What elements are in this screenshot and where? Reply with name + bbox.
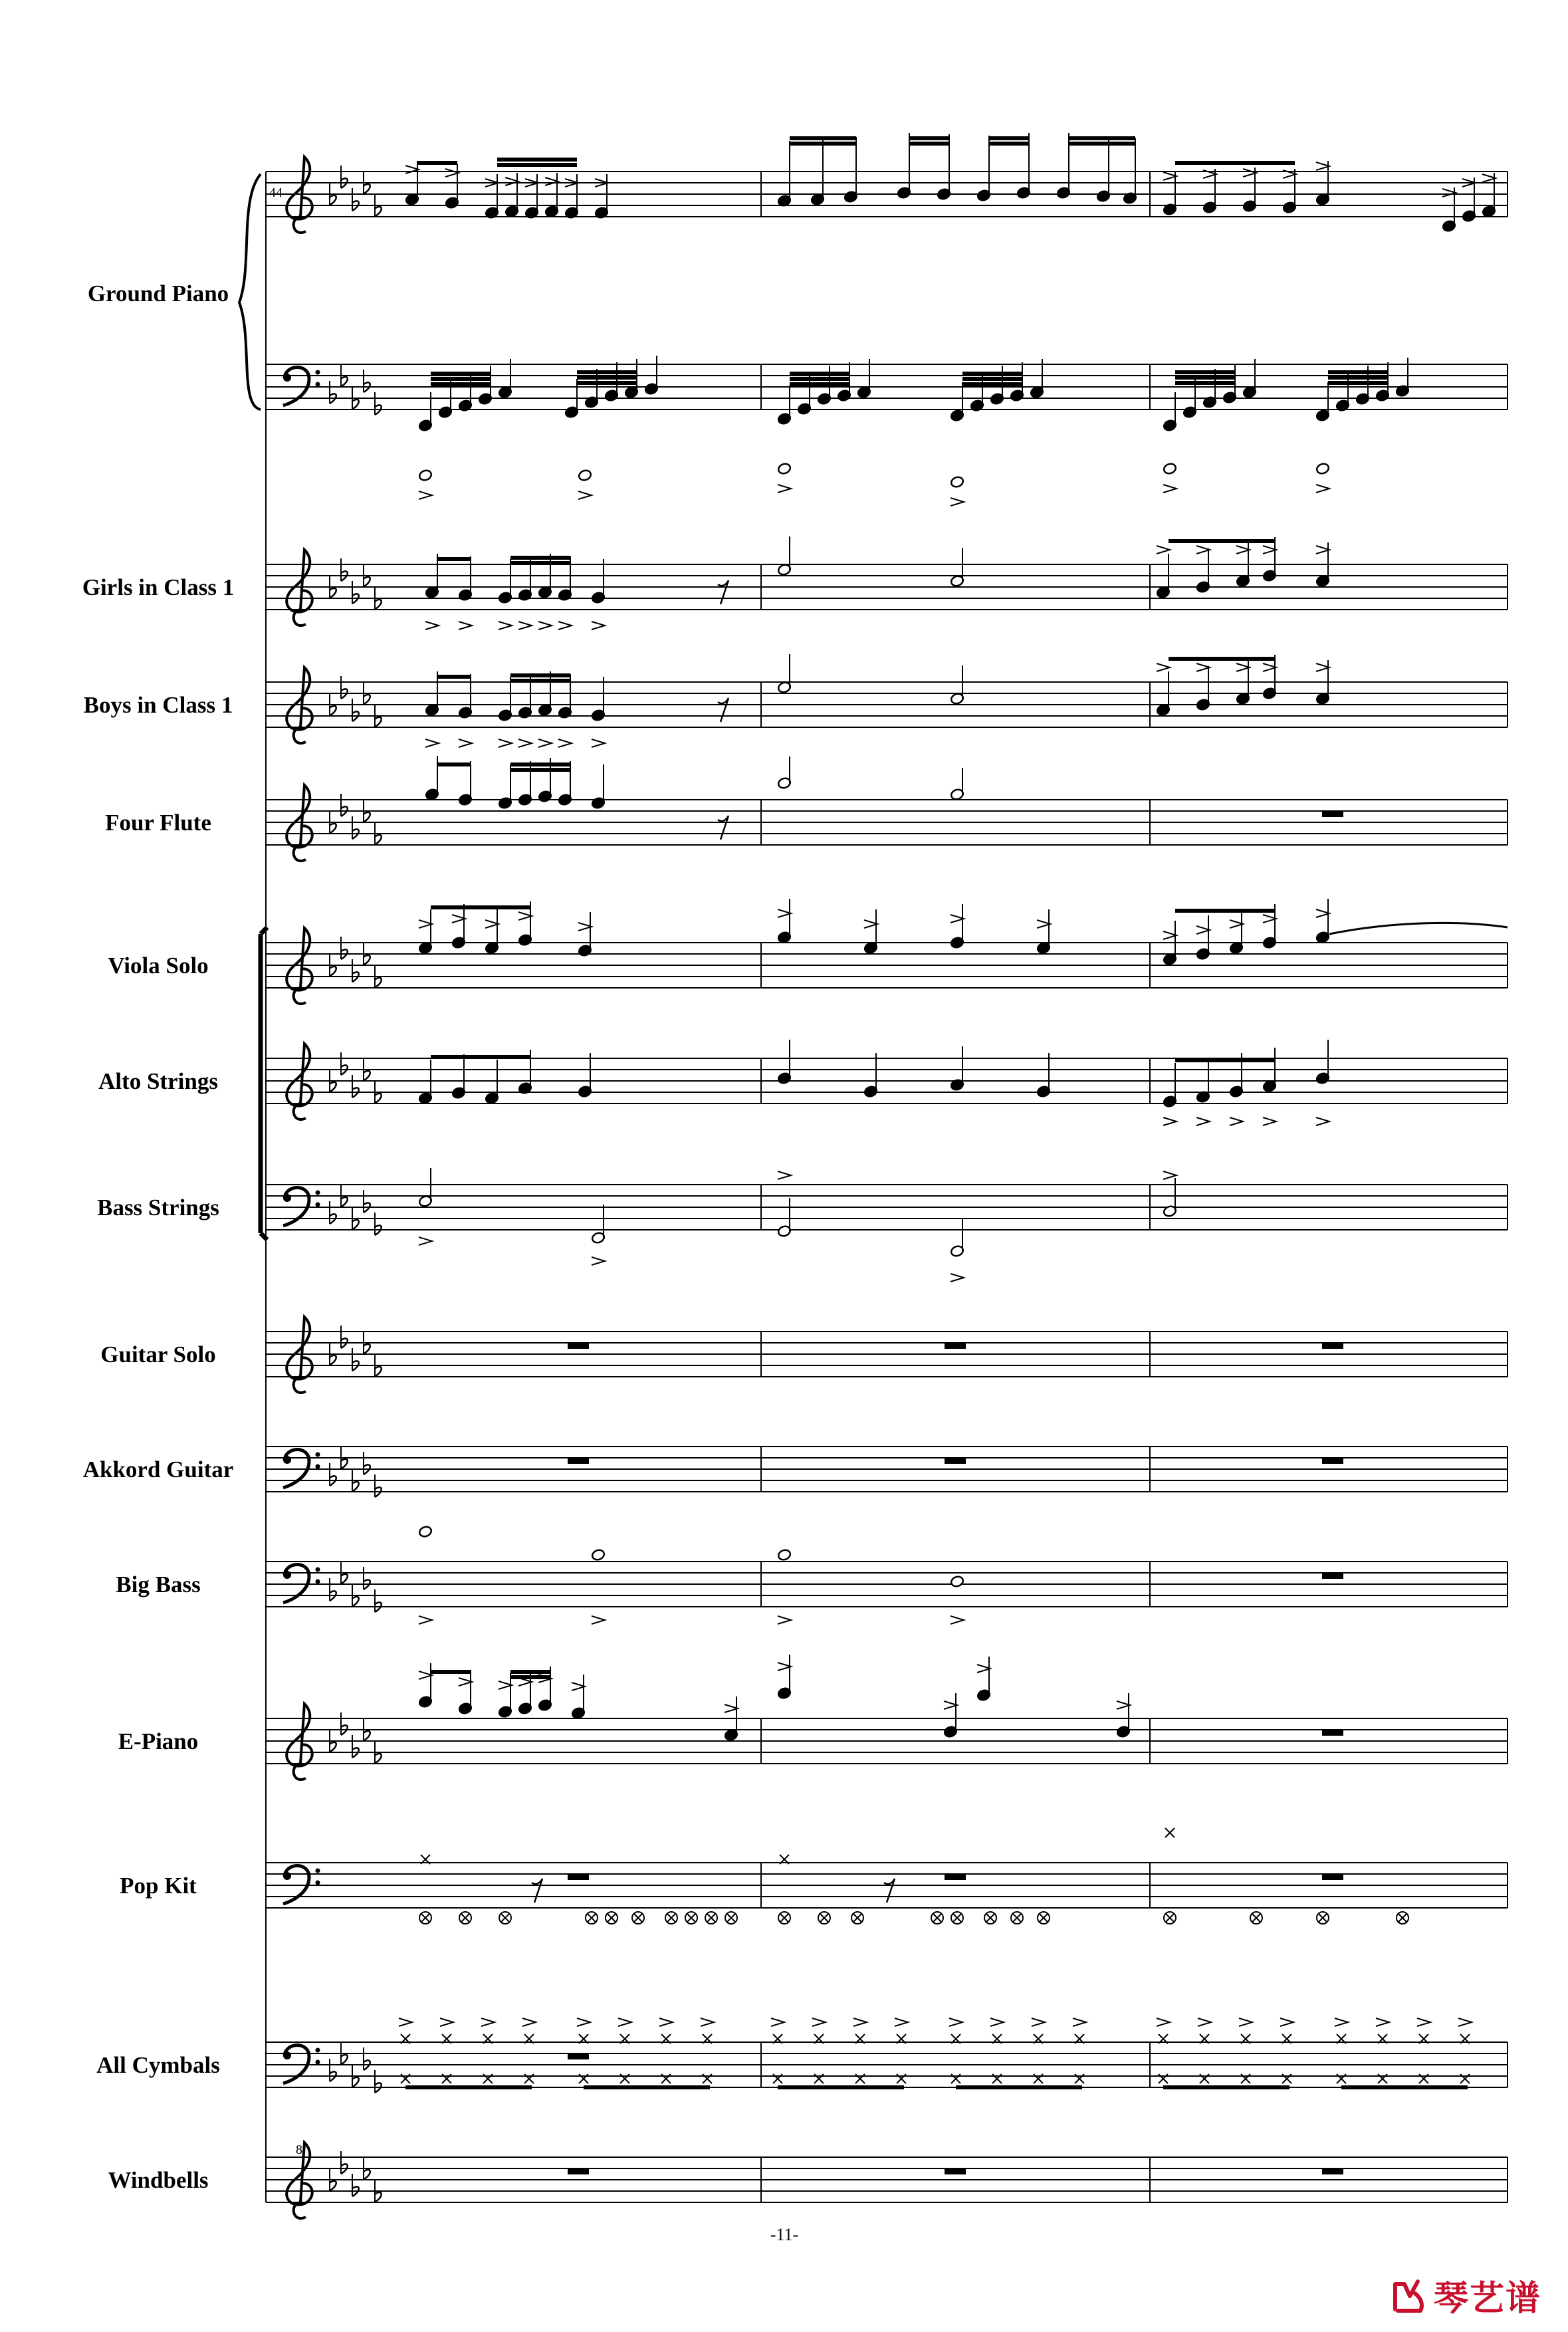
accent-mark [1335, 2018, 1348, 2026]
staff [266, 172, 1508, 217]
accent-mark [1316, 485, 1329, 493]
treble-clef-icon [286, 785, 312, 861]
note [777, 386, 792, 425]
x-notehead [727, 1913, 736, 1923]
note [950, 904, 964, 949]
brand-logo [1390, 2270, 1541, 2320]
accent-mark [853, 2018, 867, 2026]
whole-rest [568, 1874, 589, 1880]
whole-rest [1322, 2168, 1343, 2174]
note [418, 1525, 433, 1538]
whole-rest [568, 1343, 589, 1349]
x-notehead [820, 1913, 829, 1923]
note [950, 768, 964, 801]
brand-logo-text: 琴艺谱 [1433, 2279, 1541, 2319]
flat-icon [352, 1348, 359, 1371]
whole-rest [945, 1343, 966, 1349]
accent-mark [592, 1257, 605, 1265]
measure-number: 44 [269, 185, 282, 200]
note [777, 462, 792, 475]
accent-mark [592, 1616, 605, 1624]
note [843, 137, 858, 203]
note [777, 1548, 792, 1561]
accent-mark [1196, 1117, 1210, 1125]
note [797, 376, 812, 415]
note [1315, 1040, 1330, 1085]
note [591, 764, 606, 810]
eighth-rest [532, 1879, 542, 1903]
note [1262, 655, 1277, 700]
x-notehead [1398, 1913, 1407, 1923]
instrument-label: Four Flute [105, 810, 211, 836]
note [1395, 358, 1410, 398]
accent-mark [951, 498, 964, 506]
note [498, 764, 512, 810]
note [943, 1693, 958, 1738]
note [578, 469, 592, 481]
note [1196, 915, 1210, 961]
instrument-label: Pop Kit [120, 1873, 197, 1899]
note [1202, 369, 1217, 409]
flat-icon [352, 581, 359, 604]
note [1315, 899, 1330, 944]
x-notehead [933, 1913, 942, 1923]
flat-icon [330, 381, 336, 404]
x-notehead [461, 1913, 470, 1923]
flat-icon [341, 166, 348, 188]
flat-icon [364, 1567, 370, 1589]
flat-icon [352, 2174, 359, 2196]
x-notehead [853, 1913, 862, 1923]
staff [266, 1332, 1508, 1377]
treble-clef-icon [286, 1044, 312, 1119]
note [1315, 382, 1330, 422]
note [451, 1054, 466, 1100]
note [777, 536, 792, 576]
eighth-rest [884, 1879, 895, 1903]
flat-icon [341, 2151, 348, 2174]
note [1163, 1178, 1177, 1218]
note [837, 362, 851, 402]
x-notehead [1165, 1913, 1175, 1923]
note [777, 1655, 792, 1700]
note [1010, 362, 1024, 402]
flat-icon [341, 558, 348, 581]
staff [266, 1447, 1508, 1492]
note [950, 1218, 964, 1258]
note [863, 909, 878, 955]
flat-icon [375, 1213, 382, 1235]
x-notehead [687, 1913, 696, 1923]
flat-icon [375, 392, 382, 415]
accent-mark [578, 491, 592, 499]
grand-staff-brace [239, 174, 261, 409]
instrument-label: Boys in Class 1 [83, 692, 233, 718]
accent-mark [538, 622, 552, 630]
note [976, 1657, 991, 1702]
note [458, 556, 473, 602]
flat-icon [352, 699, 359, 721]
whole-rest [1322, 1458, 1343, 1464]
accent-mark [778, 1616, 791, 1624]
treble-clef-icon [286, 1317, 312, 1393]
x-notehead [1252, 1913, 1261, 1923]
accent-mark [518, 622, 532, 630]
treble-clef-icon [286, 667, 312, 743]
staff [266, 564, 1508, 610]
note [1163, 462, 1177, 475]
note [777, 757, 792, 790]
accent-mark [659, 2018, 673, 2026]
note [578, 1053, 592, 1098]
whole-rest [1322, 1874, 1343, 1880]
note [485, 909, 499, 955]
accent-mark [419, 1616, 432, 1624]
note [584, 369, 599, 409]
flat-icon [364, 2047, 370, 2070]
accent-mark [778, 1171, 791, 1179]
instrument-label: Big Bass [116, 1572, 201, 1597]
eighth-rest [718, 816, 728, 840]
note [976, 136, 991, 202]
whole-rest [568, 2053, 589, 2059]
note [810, 140, 825, 206]
accent-mark [425, 622, 439, 630]
flat-icon [352, 816, 359, 839]
instrument-label: Viola Solo [108, 953, 209, 979]
note [498, 1673, 512, 1718]
note [777, 141, 792, 207]
whole-rest [568, 1458, 589, 1464]
note [571, 1675, 586, 1720]
accent-mark [1157, 546, 1170, 554]
note [777, 899, 792, 944]
accent-mark [558, 622, 572, 630]
flat-icon [352, 1735, 359, 1758]
instrument-label: Guitar Solo [100, 1341, 216, 1367]
x-notehead [1039, 1913, 1048, 1923]
instrument-label: Akkord Guitar [82, 1457, 234, 1482]
staff [266, 682, 1508, 727]
accent-mark [538, 739, 552, 747]
note [1036, 1053, 1051, 1098]
note [950, 382, 964, 422]
whole-rest [1322, 1343, 1343, 1349]
accent-mark [1230, 1117, 1243, 1125]
note [1196, 548, 1210, 594]
instrument-label: Bass Strings [97, 1195, 219, 1221]
staff [266, 2157, 1508, 2202]
accent-mark [1316, 1117, 1329, 1125]
accent-mark [440, 2018, 453, 2026]
note [897, 133, 911, 199]
whole-rest [1322, 1730, 1343, 1736]
note [485, 1060, 499, 1105]
accent-mark [499, 622, 512, 630]
flat-icon [341, 676, 348, 699]
accent-mark [701, 2018, 714, 2026]
accent-mark [951, 1616, 964, 1624]
x-notehead [780, 1913, 789, 1923]
instrument-label: Alto Strings [98, 1068, 218, 1094]
note [1096, 136, 1111, 203]
accent-mark [1163, 1117, 1176, 1125]
accent-mark [419, 491, 432, 499]
eighth-rest [718, 580, 728, 604]
note [1262, 537, 1277, 582]
accent-mark [1032, 2018, 1045, 2026]
page-number: -11- [770, 2225, 799, 2244]
accent-mark [1458, 2018, 1472, 2026]
flat-icon [352, 959, 359, 982]
x-notehead [707, 1913, 716, 1923]
accent-mark [459, 622, 472, 630]
accent-mark [1163, 485, 1176, 493]
treble-clef-icon [286, 550, 312, 626]
accent-mark [592, 622, 605, 630]
x-notehead [952, 1913, 962, 1923]
note [1116, 1693, 1131, 1738]
note [418, 469, 433, 481]
treble-clef-icon [286, 157, 312, 233]
note [950, 475, 964, 488]
note [591, 1548, 606, 1561]
accent-mark [1198, 2018, 1211, 2026]
note [1036, 909, 1051, 955]
note [451, 904, 466, 949]
accent-mark [1157, 2018, 1170, 2026]
note [418, 1168, 433, 1208]
instrument-label: All Cymbals [96, 2052, 220, 2078]
accent-mark [592, 739, 605, 747]
flat-icon [330, 1201, 336, 1224]
note [418, 1663, 433, 1708]
note [425, 756, 439, 801]
note [950, 665, 964, 705]
accent-mark [522, 2018, 536, 2026]
staff [266, 2042, 1508, 2087]
accent-mark [949, 2018, 962, 2026]
note [458, 761, 473, 806]
flat-icon [330, 1578, 336, 1601]
staff [266, 943, 1508, 988]
x-notehead [587, 1913, 596, 1923]
accent-mark [1280, 2018, 1293, 2026]
flat-icon [330, 2059, 336, 2081]
staff [266, 800, 1508, 845]
whole-rest [568, 2168, 589, 2174]
whole-rest [945, 1458, 966, 1464]
note [498, 559, 512, 604]
flat-icon [375, 2070, 382, 2093]
flat-icon [341, 1326, 348, 1348]
note [591, 1205, 606, 1244]
accent-mark [481, 2018, 495, 2026]
staff [266, 1562, 1508, 1607]
whole-rest [945, 2168, 966, 2174]
accent-mark [459, 739, 472, 747]
note [1229, 909, 1244, 955]
whole-rest [1322, 1573, 1343, 1579]
eighth-rest [718, 698, 728, 722]
accent-mark [618, 2018, 631, 2026]
x-notehead [501, 1913, 510, 1923]
note [777, 654, 792, 694]
treble-clef-icon [286, 928, 312, 1004]
flat-icon [330, 1463, 336, 1486]
accent-mark [951, 1274, 964, 1282]
octave-mark: 8 [296, 2143, 302, 2157]
flat-icon [364, 370, 370, 392]
staff [266, 364, 1508, 409]
note [950, 1046, 964, 1092]
flat-icon [364, 1190, 370, 1213]
note [578, 912, 592, 957]
note [418, 1060, 433, 1105]
tie [1329, 923, 1508, 934]
note [1056, 133, 1071, 199]
accent-mark [399, 2018, 412, 2026]
accent-mark [990, 2018, 1004, 2026]
x-notehead [1165, 1828, 1175, 1837]
accent-mark [1239, 2018, 1252, 2026]
flat-icon [341, 937, 348, 959]
note [458, 674, 473, 719]
whole-rest [1322, 811, 1343, 817]
logo-icon [1390, 2276, 1428, 2315]
note [950, 1575, 964, 1587]
flat-icon [341, 1712, 348, 1735]
note [458, 1670, 473, 1715]
flat-icon [341, 794, 348, 816]
note [498, 677, 512, 722]
whole-rest [945, 1874, 966, 1880]
note [591, 559, 606, 604]
accent-mark [1417, 2018, 1430, 2026]
accent-mark [577, 2018, 590, 2026]
x-notehead [607, 1913, 616, 1923]
instrument-label: Girls in Class 1 [82, 574, 235, 600]
accent-mark [518, 739, 532, 747]
instrument-label: Windbells [108, 2167, 209, 2193]
accent-mark [1263, 1117, 1276, 1125]
flat-icon [375, 1589, 382, 1612]
staff [266, 1185, 1508, 1230]
note [591, 677, 606, 722]
note [777, 1040, 792, 1085]
x-notehead [1318, 1913, 1327, 1923]
accent-mark [778, 485, 791, 493]
accent-mark [771, 2018, 784, 2026]
treble-clef-icon [286, 1704, 312, 1780]
x-notehead [986, 1913, 995, 1923]
accent-mark [1157, 663, 1170, 671]
accent-mark [499, 739, 512, 747]
accent-mark [895, 2018, 908, 2026]
instrument-label: E-Piano [118, 1728, 199, 1754]
accent-mark [812, 2018, 826, 2026]
flat-icon [352, 1075, 359, 1098]
note [950, 548, 964, 588]
accent-mark [558, 739, 572, 747]
staff [266, 1718, 1508, 1764]
flat-icon [352, 188, 359, 211]
flat-icon [364, 1452, 370, 1474]
x-notehead [1012, 1913, 1022, 1923]
note [418, 909, 433, 955]
note [1196, 666, 1210, 711]
x-notehead [633, 1913, 643, 1923]
note [863, 1053, 878, 1098]
accent-mark [419, 1237, 432, 1245]
instrument-label: Ground Piano [87, 281, 229, 306]
note [777, 1198, 792, 1238]
accent-mark [1073, 2018, 1086, 2026]
accent-mark [1376, 2018, 1389, 2026]
flat-icon [341, 1052, 348, 1075]
x-notehead [421, 1913, 430, 1923]
note [1315, 462, 1330, 475]
accent-mark [425, 739, 439, 747]
flat-icon [375, 1474, 382, 1497]
x-notehead [667, 1913, 676, 1923]
